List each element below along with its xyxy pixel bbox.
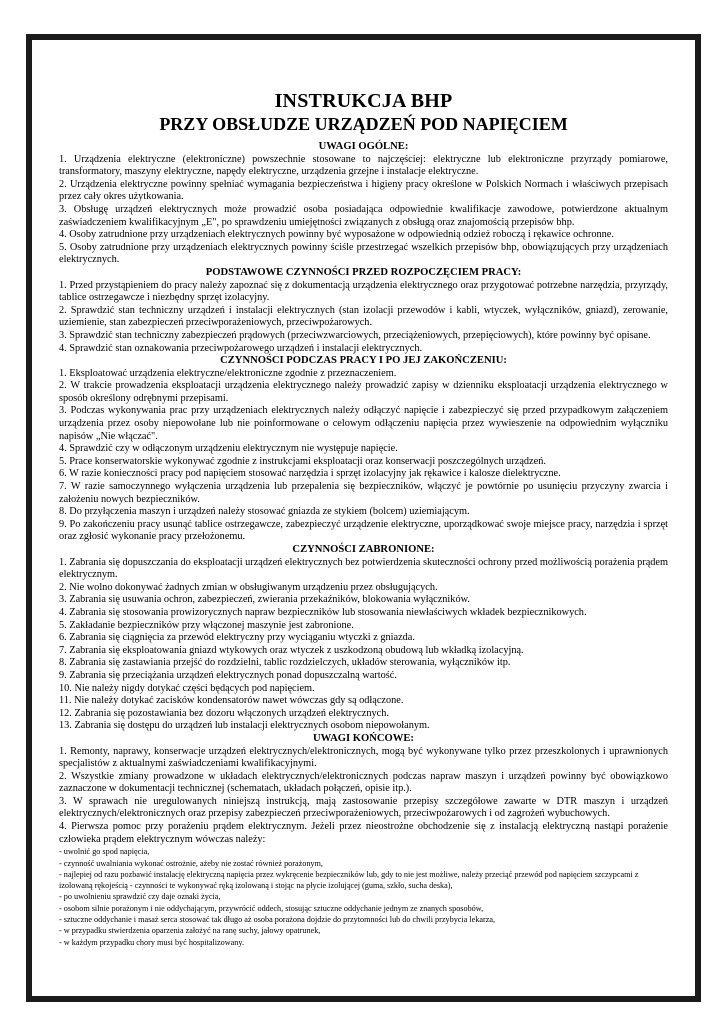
section-item: 2. Sprawdzić stan techniczny urządzeń i instalacji elektrycznych (stan izolacji przewodów i kabli, wtyczek, wyłączników, gniazd), zerowanie, uziemienie, stan zabezpieczeń przeciwporażeniowych, przeciwpożarowych. [59,304,668,329]
section-item: 9. Zabrania się przeciążania urządzeń elektrycznych ponad dopuszczalną wartość. [59,669,397,681]
section-item: 3. Zabrania się usuwania ochron, zabezpieczeń, zwierania przekaźników, blokowania wyłączników. [59,594,470,606]
section-item: 3. Sprawdzić stan techniczny zabezpieczeń prądowych (przeciwzwarciowych, przeciążeniowych, przepięciowych), które powinny być opisane. [59,329,651,341]
section-item: 4. Zabrania się stosowania prowizorycznych napraw bezpieczników lub stosowania niewłaściwych wkładek bezpiecznikowych. [59,606,587,618]
section-item: 12. Zabrania się pozostawiania bez dozoru włączonych urządzeń elektrycznych. [59,707,389,719]
section-item: 10. Nie należy nigdy dotykać części będących pod napięciem. [59,682,315,694]
section-heading: CZYNNOŚCI PODCZAS PRACY I PO JEJ ZAKOŃCZENIU: [220,355,507,367]
section-item: 5. Osoby zatrudnione przy urządzeniach elektrycznych powinny ściśle przestrzegać wszelkich przepisów bhp, obowiązujących przy urządzeniach elektrycznych. [59,241,668,266]
first-aid-step: - sztuczne oddychanie i masaż serca stosować tak długo aż osoba porażona dojdzie do przytomności lub do chwili przybycia lekarza, [59,915,496,925]
section-item: 3. Podczas wykonywania prac przy urządzeniach elektrycznych należy odłączyć napięcie i zabezpieczyć się przed przypadkowym załączeniem urządzenia przez osoby niepowołane lub nie poinformowane o celowym odłączeniu napięcia przez wywieszenie na odpowiednim wyłączniku napisów „Nie włączać". [59,405,668,442]
document-subtitle: PRZY OBSŁUDZE URZĄDZEŃ POD NAPIĘCIEM [159,114,568,134]
document-title: INSTRUKCJA BHP [274,90,453,112]
section-item: 7. W razie samoczynnego wyłączenia urządzenia lub przepalenia się bezpieczników, włączyć je powtórnie po usunięciu przyczyny zwarcia i założeniu nowych bezpieczników. [59,481,668,505]
section-heading: PODSTAWOWE CZYNNOŚCI PRZED ROZPOCZĘCIEM PRACY: [205,266,522,278]
first-aid-step: - w każdym przypadku chory musi być hospitalizowany. [59,937,245,947]
section-item: 4. Sprawdzić stan oznakowania przeciwpożarowego urządzeń i instalacji elektrycznych. [59,342,423,354]
first-aid-step: - po uwolnieniu sprawdzić czy daje oznaki życia, [59,892,221,902]
section-item: 1. Zabrania się dopuszczania do eksploatacji urządzeń elektrycznych bez potwierdzenia skuteczności ochrony przed możliwością porażenia prądem elektrycznym. [59,556,668,581]
section-item: 2. W trakcie prowadzenia eksploatacji urządzenia elektrycznego należy prowadzić zapisy w dzienniku eksploatacji urządzenia elektrycznego w sposób określony odrębnymi przepisami. [59,380,668,404]
section-heading: UWAGI OGÓLNE: [318,141,409,152]
section-item: 1. Eksploatować urządzenia elektryczne/elektroniczne zgodnie z przeznaczeniem. [59,367,397,379]
section-item: 6. W razie konieczności pracy pod napięciem stosować narzędzia i sprzęt izolacyjny jak rękawice i kalosze dielektryczne. [59,468,561,480]
first-aid-step: - w przypadku stwierdzenia oparzenia założyć na ranę suchy, jałowy opatrunek, [59,926,321,936]
section-item: 8. Zabrania się zastawiania przejść do rozdzielni, tablic rozdzielczych, układów sterowania, wyłączników itp. [59,657,511,669]
section-item: 2. Nie wolno dokonywać żadnych zmian w obsługiwanym urządzeniu przez obsługujących. [59,581,438,593]
section-item: 4. Sprawdzić czy w odłączonym urządzeniu elektrycznym nie występuje napięcie. [59,443,398,455]
section-item: 7. Zabrania się eksploatowania gniazd wtykowych oraz wtyczek z uszkodzoną obudową lub wkładką izolacyjną. [59,644,524,656]
section-item: 5. Prace konserwatorskie wykonywać zgodnie z instrukcjami eksploatacji oraz konserwacji poszczególnych urządzeń. [59,455,546,467]
section-item: 4. Pierwsza pomoc przy porażeniu prądem elektrycznym. Jeżeli przez nieostrożne obchodzenie się z instalacją elektryczną nastąpi porażenie człowieka prądem elektrycznym wówczas należy: [59,821,668,845]
section-item: 13. Zabrania się dostępu do urządzeń lub instalacji elektrycznych osobom niepowołanym. [59,720,430,732]
first-aid-step: - uwolnić go spod napięcia, [59,847,150,857]
section-item: 2. Urządzenia elektryczne powinny spełniać wymagania bezpieczeństwa i higieny pracy określone w Polskich Normach i właściwych przepisach przez cały okres użytkowania. [59,178,668,203]
section-item: 2. Wszystkie zmiany prowadzone w układach elektrycznych/elektronicznych podczas napraw maszyn i urządzeń powinny być obowiązkowo zaznaczone w dokumentacji technicznej (schematach, układach połączeń, opisie itp.). [59,770,668,795]
first-aid-step: - osobom silnie porażonym i nie oddychającym, przywrócić oddech, stosując sztuczne oddychanie jednym ze znanych sposobów, [59,903,484,913]
document-content [59,90,668,948]
section-item: 6. Zabrania się ciągnięcia za przewód elektryczny przy wyciąganiu wtyczki z gniazda. [59,632,415,644]
section-item: 5. Zakładanie bezpieczników przy włączonej maszynie jest zabronione. [59,619,354,631]
section-item: 3. Obsługę urządzeń elektrycznych może prowadzić osoba posiadająca odpowiednie kwalifikacje zawodowe, potwierdzone aktualnym zaświadczeniem kwalifikacyjnym „E", po sprawdzeniu umiejętności związanych z obsługą oraz znajomością przepisów bhp. [59,203,668,228]
page-frame [26,34,701,1002]
section-item: 9. Po zakończeniu pracy usunąć tablice ostrzegawcze, zabezpieczyć urządzenie elektryczne, uporządkować swoje miejsce pracy, narzędzia i sprzęt oraz zgłosić wykonanie pracy przełożonemu. [59,518,668,543]
section-item: 4. Osoby zatrudnione przy urządzeniach elektrycznych powinny być wyposażone w odpowiednią odzież roboczą i rękawice ochronne. [59,229,614,241]
first-aid-step: - czynność uwalniania wykonać ostrożnie, ażeby nie zostać również porażonym, [59,858,323,868]
section-item: 1. Przed przystąpieniem do pracy należy zapoznać się z dokumentacją urządzenia elektrycznego oraz przygotować potrzebne narzędzia, przyrządy, tablice ostrzegawcze i niezbędny sprzęt izolacyjny. [59,279,668,304]
section-heading: UWAGI KOŃCOWE: [313,732,414,744]
section-item: 1. Urządzenia elektryczne (elektroniczne) powszechnie stosowane to najczęściej: elektryczne lub elektroniczne przyrządy pomiarowe, transformatory, maszyny elektryczne, napędy elektryczne, urządzenia grzejne i instalacje elektryczne. [59,153,668,178]
section-item: 3. W sprawach nie uregulowanych niniejszą instrukcją, mają zastosowanie przepisy szczegółowe zawarte w DTR maszyn i urządzeń elektrycznych/elektronicznych oraz przepisy zabezpieczeń przeciwporażeniowych, przeciwpożarowych i od zagrożeń wybuchowych. [59,795,668,820]
section-item: 8. Do przyłączenia maszyn i urządzeń należy stosować gniazda ze stykiem (bolcem) uziemiającym. [59,506,470,518]
first-aid-step: - najlepiej od razu pozbawić instalację elektryczną napięcia przez wykręcenie bezpieczników lub, gdy to nie jest możliwe, należy przeciąć przewód pod napięciem szczypcami z izolowaną rękojeścią - czynności te wykonywać ręką izolowaną i stojąc na płycie izolującej (guma, szkło, sucha deska), [59,869,639,891]
section-item: 11. Nie należy dotykać zacisków kondensatorów nawet wówczas gdy są odłączone. [59,695,404,707]
sections-container [59,141,668,948]
section-item: 1. Remonty, naprawy, konserwacje urządzeń elektrycznych/elektronicznych, mogą być wykonywane tylko przez przeszkolonych i uprawnionych specjalistów z aktualnymi zaświadczeniami kwalifikacyjnymi. [59,745,668,770]
section-heading: CZYNNOŚCI ZABRONIONE: [292,544,435,555]
